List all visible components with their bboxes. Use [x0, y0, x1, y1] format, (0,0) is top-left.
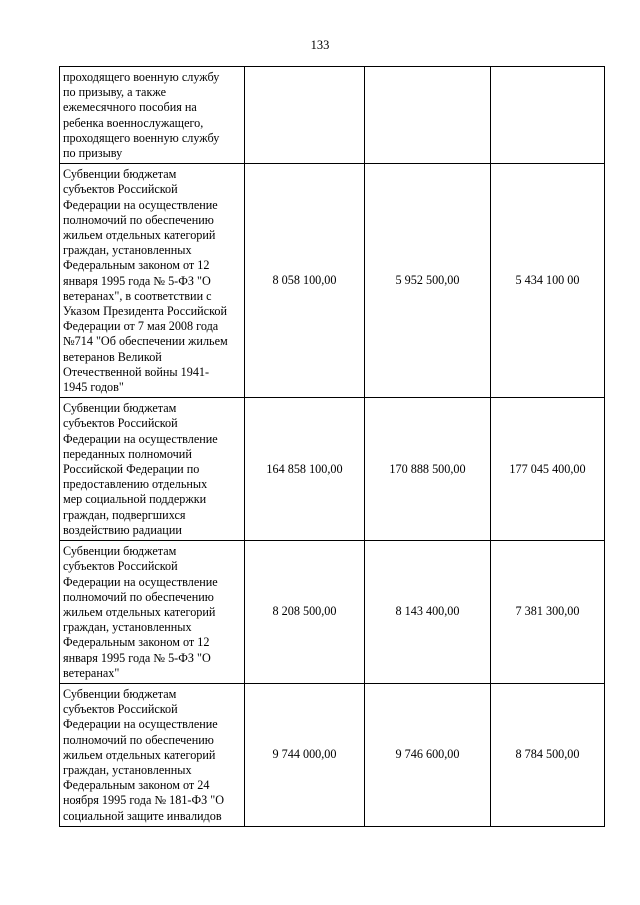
description-line: января 1995 года № 5-ФЗ "О — [63, 273, 211, 288]
description-line: ветеранов Великой — [63, 349, 162, 364]
description-line: субъектов Российской — [63, 182, 178, 197]
amount-cell-year-3 — [491, 67, 605, 164]
description-line: социальной защите инвалидов — [63, 808, 222, 823]
description-line: граждан, установленных — [63, 620, 192, 635]
description-line: Субвенции бюджетам — [63, 686, 177, 701]
description-line: Федерации на осуществление — [63, 431, 218, 446]
description-line: мер социальной поддержки — [63, 492, 207, 507]
budget-table-body — [60, 67, 605, 827]
description-line: Отечественной войны 1941- — [63, 364, 210, 379]
description-line: Российской Федерации по — [63, 462, 200, 477]
description-line: граждан, подвергшихся — [63, 507, 186, 522]
amount-cell-year-3: 8 784 500,00 — [491, 683, 605, 826]
description-line: Федерации на осуществление — [63, 717, 218, 732]
description-line: Федеральным законом от 12 — [63, 258, 210, 273]
description-line: №714 "Об обеспечении жильем — [63, 334, 228, 349]
budget-table — [59, 66, 605, 827]
table-row — [60, 67, 605, 164]
description-line: переданных полномочий — [63, 446, 192, 461]
description-line: Федеральным законом от 24 — [63, 778, 210, 793]
amount-cell-year-2 — [365, 67, 491, 164]
description-line: Федеральным законом от 12 — [63, 635, 210, 650]
description-line: проходящего военную службу — [63, 70, 220, 84]
description-line: проходящего военную службу — [63, 130, 220, 145]
description-line: полномочий по обеспечению — [63, 212, 214, 227]
description-line: по призыву, а также — [63, 85, 167, 100]
description-line: предоставлению отдельных — [63, 477, 208, 492]
row-description-cell — [60, 164, 245, 398]
amount-cell-year-1: 164 858 100,00 — [245, 398, 365, 541]
amount-cell-year-3: 7 381 300,00 — [491, 541, 605, 684]
amount-cell-year-2: 5 952 500,00 — [365, 164, 491, 398]
description-line: полномочий по обеспечению — [63, 732, 214, 747]
description-line: жильем отдельных категорий — [63, 228, 216, 243]
description-line: ветеранах" — [63, 665, 120, 680]
description-line: воздействию радиации — [63, 522, 182, 537]
description-line: по призыву — [63, 146, 123, 161]
amount-cell-year-1: 8 058 100,00 — [245, 164, 365, 398]
description-line: 1945 годов" — [63, 380, 124, 395]
page-number: 133 — [310, 38, 330, 52]
description-line: граждан, установленных — [63, 243, 192, 258]
description-line: Субвенции бюджетам — [63, 401, 177, 416]
amount-cell-year-1: 8 208 500,00 — [245, 541, 365, 684]
description-line: Субвенции бюджетам — [63, 167, 177, 182]
table-row — [60, 164, 605, 398]
amount-cell-year-3: 5 434 100 00 — [491, 164, 605, 398]
description-line: граждан, установленных — [63, 762, 192, 777]
amount-cell-year-2: 170 888 500,00 — [365, 398, 491, 541]
description-line: полномочий по обеспечению — [63, 589, 214, 604]
amount-cell-year-2: 8 143 400,00 — [365, 541, 491, 684]
description-line: ежемесячного пособия на — [63, 100, 197, 115]
description-line: Субвенции бюджетам — [63, 544, 177, 559]
table-row — [60, 398, 605, 541]
description-line: субъектов Российской — [63, 702, 178, 717]
row-description-cell — [60, 683, 245, 826]
description-line: ребенка военнослужащего, — [63, 115, 204, 130]
description-line: Федерации от 7 мая 2008 года — [63, 319, 219, 334]
description-line: Федерации на осуществление — [63, 574, 218, 589]
description-line: субъектов Российской — [63, 559, 178, 574]
description-line: января 1995 года № 5-ФЗ "О — [63, 650, 211, 665]
table-row — [60, 541, 605, 684]
table-row — [60, 683, 605, 826]
description-line: Федерации на осуществление — [63, 197, 218, 212]
row-description-cell — [60, 541, 245, 684]
amount-cell-year-3: 177 045 400,00 — [491, 398, 605, 541]
description-line: субъектов Российской — [63, 416, 178, 431]
row-description-cell — [60, 398, 245, 541]
amount-cell-year-1: 9 744 000,00 — [245, 683, 365, 826]
description-line: ветеранах", в соответствии с — [63, 288, 212, 303]
amount-cell-year-1 — [245, 67, 365, 164]
description-line: жильем отдельных категорий — [63, 747, 216, 762]
description-line: ноября 1995 года № 181-ФЗ "О — [63, 793, 225, 808]
amount-cell-year-2: 9 746 600,00 — [365, 683, 491, 826]
row-description-cell — [60, 67, 245, 164]
description-line: Указом Президента Российской — [63, 304, 227, 319]
description-line: жильем отдельных категорий — [63, 604, 216, 619]
